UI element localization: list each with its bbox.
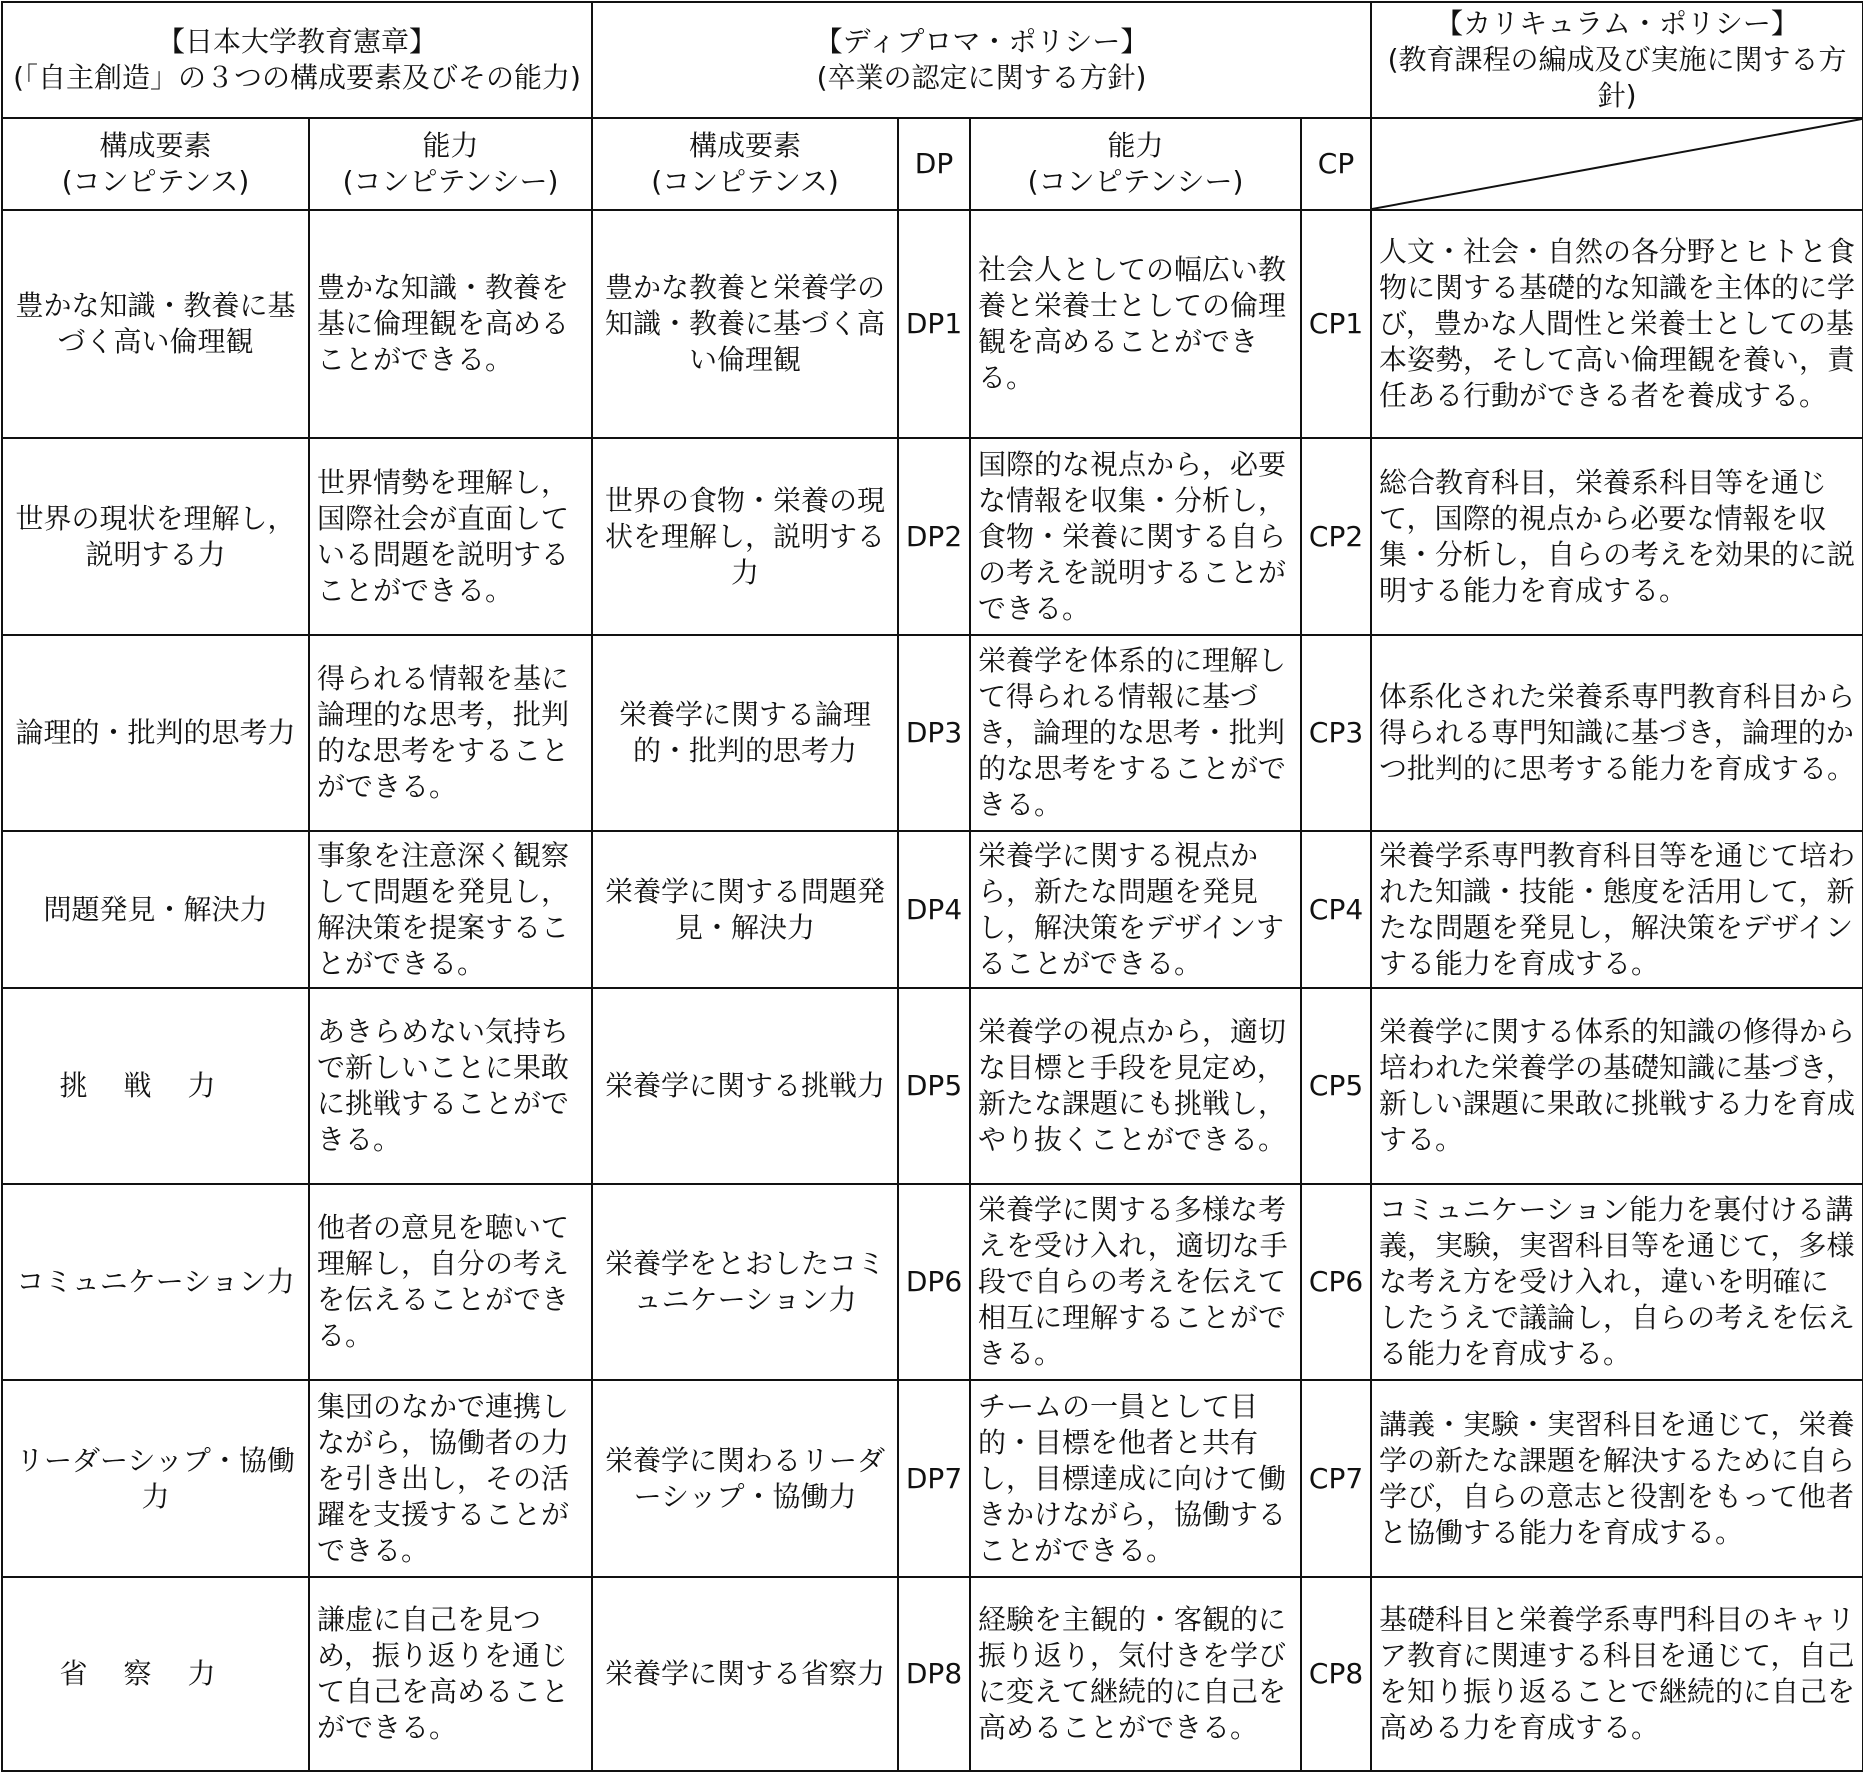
dp-element-cell: 豊かな教養と栄養学の知識・教養に基づく高い倫理観 [592, 210, 898, 438]
charter-element-cell: リーダーシップ・協働力 [2, 1380, 309, 1577]
dp-code-cell: DP6 [898, 1184, 970, 1380]
col-header-line: (コンピテンス) [61, 165, 250, 198]
table-row [2, 1577, 1863, 1771]
charter-section-header [2, 2, 592, 118]
charter-ability-cell: 世界情勢を理解し，国際社会が直面している問題を説明することができる。 [309, 438, 592, 635]
col-header-line: (コンピテンス) [651, 165, 839, 198]
cp-text-cell: 総合教育科目，栄養系科目等を通じて，国際的視点から必要な情報を収集・分析し，自らの考えを効果的に説明する能力を育成する。 [1371, 438, 1863, 635]
table-row [2, 1380, 1863, 1577]
dp-element-cell: 栄養学をとおしたコミュニケーション力 [592, 1184, 898, 1380]
dp-code-cell: DP2 [898, 438, 970, 635]
charter-element-cell: 問題発見・解決力 [2, 831, 309, 988]
cp-code-cell: CP4 [1301, 831, 1371, 988]
col-header-line: 構成要素 [689, 129, 802, 162]
charter-element-cell: 省察力 [2, 1577, 309, 1771]
table-row [2, 635, 1863, 831]
col-header-line: (コンピテンシー) [1027, 165, 1244, 198]
table-row [2, 438, 1863, 635]
dp-code-cell: DP8 [898, 1577, 970, 1771]
charter-ability-cell: 事象を注意深く観察して問題を発見し，解決策を提案することができる。 [309, 831, 592, 988]
cp-text-cell: 栄養学系専門教育科目等を通じて培われた知識・技能・態度を活用して，新たな問題を発見し，解決策をデザインする能力を育成する。 [1371, 831, 1863, 988]
cp-section-title: 【カリキュラム・ポリシー】 [1435, 7, 1799, 40]
cp-text-cell: 基礎科目と栄養学系専門科目のキャリア教育に関連する科目を通じて，自己を知り振り返ることで継続的に自己を高める力を育成する。 [1371, 1577, 1863, 1771]
charter-ability-cell: 集団のなかで連携しながら，協働者の力を引き出し，その活躍を支援することができる。 [309, 1380, 592, 1577]
dp-code-cell: DP4 [898, 831, 970, 988]
dp-element-cell: 栄養学に関する論理的・批判的思考力 [592, 635, 898, 831]
col-header-charter-element [2, 118, 309, 210]
col-header-cp-code: CP [1301, 118, 1371, 210]
cp-code-cell: CP8 [1301, 1577, 1371, 1771]
dp-ability-cell: 栄養学に関する視点から，新たな問題を発見し，解決策をデザインすることができる。 [970, 831, 1301, 988]
dp-element-cell: 栄養学に関わるリーダーシップ・協働力 [592, 1380, 898, 1577]
cp-code-cell: CP1 [1301, 210, 1371, 438]
policy-table [1, 1, 1863, 1772]
dp-code-cell: DP5 [898, 988, 970, 1184]
charter-ability-cell: 得られる情報を基に論理的な思考，批判的な思考をすることができる。 [309, 635, 592, 831]
charter-ability-cell: 謙虚に自己を見つめ，振り返りを通じて自己を高めることができる。 [309, 1577, 592, 1771]
cp-section-header [1371, 2, 1863, 118]
dp-ability-cell: 社会人としての幅広い教養と栄養士としての倫理観を高めることができる。 [970, 210, 1301, 438]
charter-section-title: 【日本大学教育憲章】 [157, 25, 438, 58]
dp-code-cell: DP3 [898, 635, 970, 831]
diagonal-line [1372, 119, 1862, 209]
dp-ability-cell: 国際的な視点から，必要な情報を収集・分析し，食物・栄養に関する自らの考えを説明することができる。 [970, 438, 1301, 635]
dp-section-title: 【ディプロマ・ポリシー】 [814, 25, 1149, 58]
cp-section-subtitle: (教育課程の編成及び実施に関する方針) [1387, 43, 1847, 112]
cp-code-cell: CP5 [1301, 988, 1371, 1184]
charter-element-cell: 挑戦力 [2, 988, 309, 1184]
dp-section-subtitle: (卒業の認定に関する方針) [816, 61, 1147, 94]
charter-element-cell: 世界の現状を理解し，説明する力 [2, 438, 309, 635]
col-header-line: (コンピテンシー) [342, 165, 559, 198]
cp-code-cell: CP2 [1301, 438, 1371, 635]
charter-ability-cell: 豊かな知識・教養を基に倫理観を高めることができる。 [309, 210, 592, 438]
col-header-dp-element [592, 118, 898, 210]
table-row [2, 988, 1863, 1184]
table-row [2, 1184, 1863, 1380]
col-header-dp-ability [970, 118, 1301, 210]
cp-code-cell: CP7 [1301, 1380, 1371, 1577]
charter-element-cell: コミュニケーション力 [2, 1184, 309, 1380]
cp-text-cell: コミュニケーション能力を裏付ける講義，実験，実習科目等を通じて，多様な考え方を受け入れ，違いを明確にしたうえで議論し，自らの考えを伝える能力を育成する。 [1371, 1184, 1863, 1380]
col-header-dp-code: DP [898, 118, 970, 210]
dp-ability-cell: チームの一員として目的・目標を他者と共有し，目標達成に向けて働きかけながら，協働することができる。 [970, 1380, 1301, 1577]
col-header-line: 構成要素 [99, 129, 212, 162]
charter-ability-cell: 他者の意見を聴いて理解し，自分の考えを伝えることができる。 [309, 1184, 592, 1380]
col-header-line: 能力 [1107, 129, 1164, 162]
section-header-row [2, 2, 1863, 118]
column-header-row [2, 118, 1863, 210]
cp-text-cell: 人文・社会・自然の各分野とヒトと食物に関する基礎的な知識を主体的に学び，豊かな人間性と栄養士としての基本姿勢，そして高い倫理観を養い，責任ある行動ができる者を養成する。 [1371, 210, 1863, 438]
dp-ability-cell: 栄養学を体系的に理解して得られる情報に基づき，論理的な思考・批判的な思考をすることができる。 [970, 635, 1301, 831]
table-row [2, 210, 1863, 438]
cp-text-cell: 体系化された栄養系専門教育科目から得られる専門知識に基づき，論理的かつ批判的に思考する能力を育成する。 [1371, 635, 1863, 831]
cp-code-cell: CP3 [1301, 635, 1371, 831]
col-header-charter-ability [309, 118, 592, 210]
dp-code-cell: DP7 [898, 1380, 970, 1577]
dp-code-cell: DP1 [898, 210, 970, 438]
charter-element-cell: 豊かな知識・教養に基づく高い倫理観 [2, 210, 309, 438]
dp-element-cell: 栄養学に関する省察力 [592, 1577, 898, 1771]
cp-text-cell: 栄養学に関する体系的知識の修得から培われた栄養学の基礎知識に基づき，新しい課題に果敢に挑戦する力を育成する。 [1371, 988, 1863, 1184]
dp-element-cell: 栄養学に関する問題発見・解決力 [592, 831, 898, 988]
charter-section-subtitle: (「自主創造」の３つの構成要素及びその能力) [13, 61, 581, 94]
dp-ability-cell: 経験を主観的・客観的に振り返り，気付きを学びに変えて継続的に自己を高めることができる。 [970, 1577, 1301, 1771]
col-header-line: 能力 [422, 129, 479, 162]
dp-element-cell: 世界の食物・栄養の現状を理解し，説明する力 [592, 438, 898, 635]
dp-element-cell: 栄養学に関する挑戦力 [592, 988, 898, 1184]
cp-code-cell: CP6 [1301, 1184, 1371, 1380]
charter-element-cell: 論理的・批判的思考力 [2, 635, 309, 831]
col-header-cp-blank [1371, 118, 1863, 210]
dp-ability-cell: 栄養学の視点から，適切な目標と手段を見定め，新たな課題にも挑戦し，やり抜くことができる。 [970, 988, 1301, 1184]
charter-ability-cell: あきらめない気持ちで新しいことに果敢に挑戦することができる。 [309, 988, 592, 1184]
dp-ability-cell: 栄養学に関する多様な考えを受け入れ，適切な手段で自らの考えを伝えて相互に理解することができる。 [970, 1184, 1301, 1380]
dp-section-header [592, 2, 1371, 118]
cp-text-cell: 講義・実験・実習科目を通じて，栄養学の新たな課題を解決するために自ら学び，自らの意志と役割をもって他者と協働する能力を育成する。 [1371, 1380, 1863, 1577]
table-row [2, 831, 1863, 988]
